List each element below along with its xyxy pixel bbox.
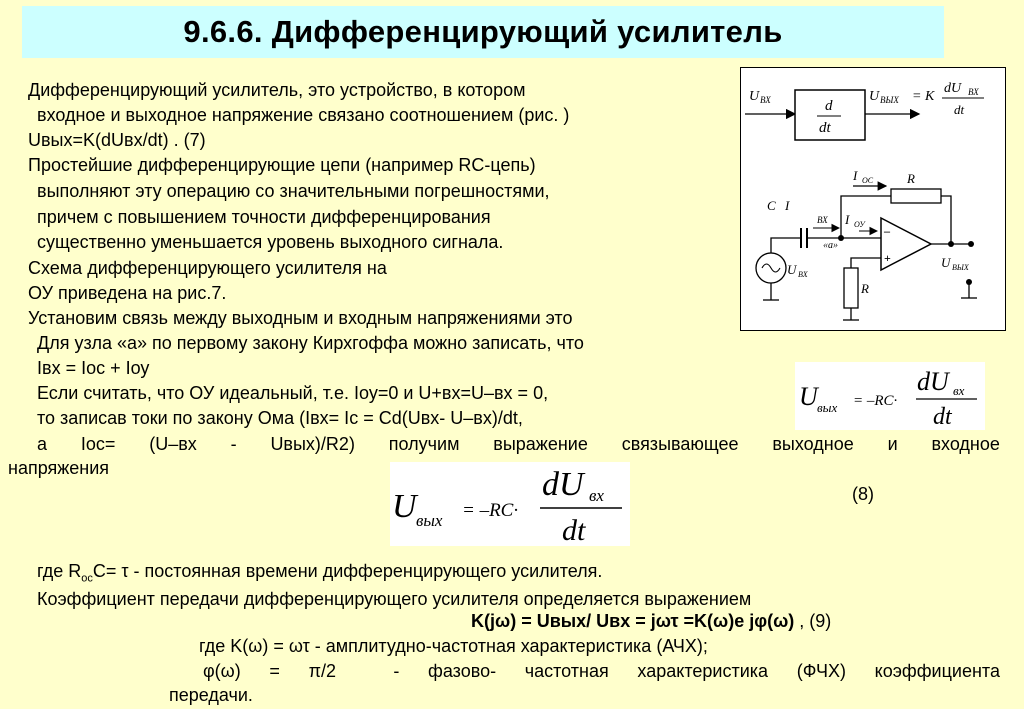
formula-lhs-sub: вых [817, 400, 838, 415]
circuit-diagram [740, 67, 1006, 331]
block-in-label: U [749, 89, 760, 104]
formula-num-sub: вх [953, 383, 965, 398]
svg-text:I: I [845, 212, 850, 227]
formula-den: dt [562, 514, 586, 546]
text-line: причем с повышением точности дифференцирования [37, 207, 491, 227]
svg-text:ВХ: ВХ [798, 270, 808, 279]
r-top-label: R [907, 171, 915, 186]
text-line: выполняют эту операцию со значительными погрешностями, [37, 181, 550, 201]
achx-line: где K(ω) = ωτ - амплитудно-частотная характеристика (АЧХ); [199, 636, 708, 656]
formula-lhs: U [799, 382, 818, 411]
block-num: d [825, 98, 833, 114]
equation-8-label: (8) [852, 484, 874, 504]
svg-text:ВЫХ: ВЫХ [952, 263, 969, 272]
text-line: Простейшие дифференцирующие цепи (например RC-цепь) [28, 155, 536, 175]
text-line: существенно уменьшается уровень выходного сигнала. [37, 232, 504, 252]
formula-eq: = –RC· [462, 500, 519, 521]
ground-resistor [844, 268, 858, 308]
text-line: Дифференцирующий усилитель, это устройство, в котором [28, 80, 526, 100]
text-line: Если считать, что ОУ идеальный, т.е. Iоу=0 и U+вх=U–вх = 0, [37, 383, 549, 403]
title-bar [22, 6, 944, 58]
formula-lhs: U [392, 488, 417, 525]
page-title: 9.6.6. Дифференцирующий усилитель [183, 14, 783, 49]
formula-large [390, 462, 630, 546]
formula-den: dt [933, 404, 952, 430]
svg-text:ВХ: ВХ [817, 215, 828, 225]
text-line: входное и выходное напряжение связано соотношением (рис. ) [37, 105, 570, 125]
block-den: dt [819, 120, 831, 136]
svg-text:I: I [853, 168, 858, 183]
tau-line: где $R_{ос}C= \tau$ - постоянная времени дифференцирующего усилителя. [37, 561, 603, 585]
fchx-line: φ(ω) = π/2 - фазово- частотная характеристика (ФЧХ) коэффициента [203, 661, 1000, 681]
svg-text:= K: = K [912, 89, 935, 104]
block-out-label: U [869, 89, 880, 104]
c-label: C [767, 198, 776, 213]
text-line: то записав токи по закону Ома (Iвх= Ic = Cd(Uвх- U–вх)/dt, [37, 408, 523, 428]
equation-7: Uвых=K(dUвх/dt) . (7) [28, 130, 206, 150]
text-line: ОУ приведена на рис.7. [28, 283, 227, 303]
node-a-label: «а» [823, 240, 838, 251]
text-line: Коэффициент передачи дифференцирующего усилителя определяется выражением [37, 589, 752, 609]
formula-num-sub: вх [589, 486, 604, 505]
r-bottom-label: R [861, 281, 869, 296]
svg-text:U: U [787, 262, 797, 277]
text-line: Для узла «а» по первому закону Кирхгоффа можно записать, что [37, 333, 584, 353]
transfer-function: K(jω) = Uвых/ Uвх = jωτ =K(ω)e jφ(ω) , (9) [471, 611, 832, 631]
text-line: Схема дифференцирующего усилителя на [28, 258, 387, 278]
svg-text:+: + [884, 251, 891, 265]
svg-text:ВХ: ВХ [760, 95, 771, 105]
svg-text:U: U [941, 255, 951, 270]
justified-line: а Iос= (U–вх - Uвых)/R2) получим выражение связывающее выходное и входное [37, 434, 1000, 454]
formula-num: dU [917, 367, 949, 396]
svg-text:dU: dU [944, 81, 962, 96]
kirchhoff-equation: Iвх = Iос + Iоу [37, 358, 150, 378]
formula-eq: = –RC· [853, 393, 898, 409]
text-line: Установим связь между выходным и входным напряжениями это [28, 308, 573, 328]
svg-text:ВЫХ: ВЫХ [880, 95, 899, 105]
feedback-resistor [891, 189, 941, 203]
svg-text:dt: dt [954, 102, 965, 117]
svg-text:I: I [785, 198, 790, 213]
svg-text:ОУ: ОУ [854, 220, 865, 229]
text-line: передачи. [169, 685, 253, 705]
svg-text:ВХ: ВХ [968, 87, 979, 97]
text-line: напряжения [8, 458, 110, 478]
formula-lhs-sub: вых [416, 511, 443, 530]
svg-text:–: – [884, 224, 890, 238]
svg-text:ОС: ОС [862, 176, 874, 185]
formula-small [795, 362, 985, 430]
formula-num: dU [542, 466, 584, 503]
